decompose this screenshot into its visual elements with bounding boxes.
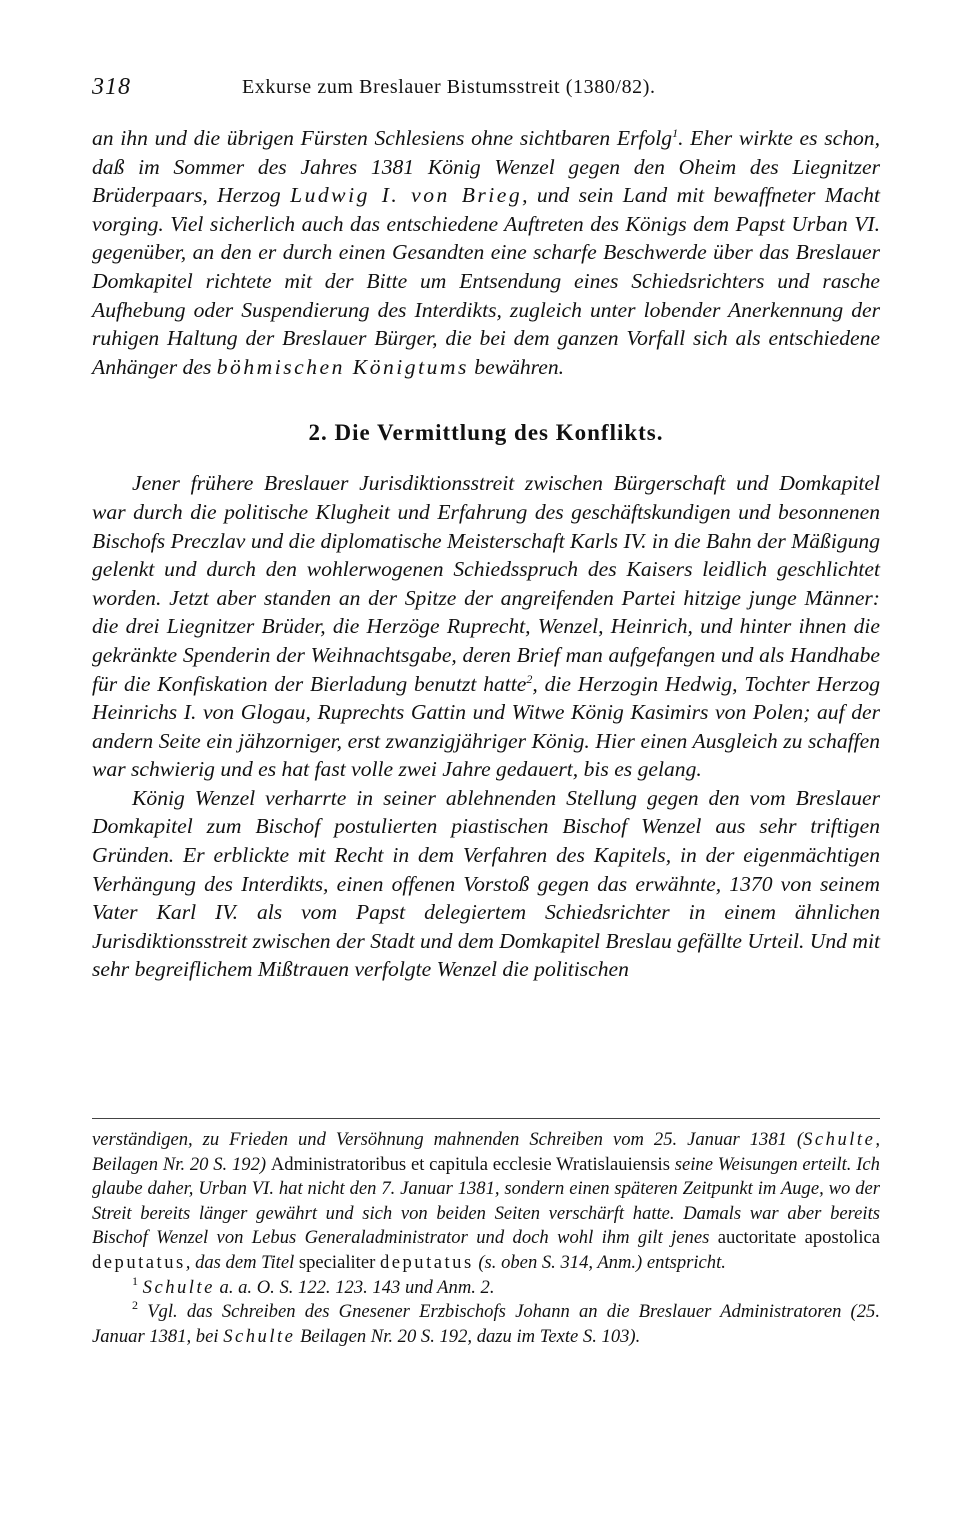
- latin-quote: auctoritate apostolica: [717, 1227, 880, 1249]
- text-run: an ihn und die übrigen Fürsten Schlesiens ohne sichtbaren Erfolg: [92, 126, 673, 150]
- latin-quote: deputatus: [379, 1251, 474, 1273]
- text-run: a. a. O. S. 122. 123. 143 und Anm. 2.: [214, 1276, 495, 1298]
- latin-quote: deputatus: [92, 1251, 186, 1273]
- spaced-name: Ludwig I. von Brieg: [290, 183, 523, 208]
- text-run: seine Weisungen erteilt. Ich glaube daher, Urban VI. hat nicht den 7. Januar 1381, sondern einen späteren Zeitpunkt im Auge, wo der Streit bereits länger gewährt und sich von beiden Seiten verschärft hatte. Damals war aber bereits Bischof Wenzel von Lebus Generaladministrator und doch wohl ihm gilt jenes: [92, 1153, 880, 1249]
- main-text: [92, 124, 880, 984]
- paragraph-3: König Wenzel verharrte in seiner ablehnenden Stellung gegen den vom Breslauer Domkapitel zum Bischof postulierten piastischen Bischof Wenzel aus sehr triftigen Gründen. Er erblickte mit Recht in dem Verfahren des Kapitels, in der eigenmächtigen Verhängung des Interdikts, einen offenen Vorstoß gegen das erwähnte, 1370 von seinem Vater Karl IV. als vom Papst delegiertem Schiedsrichter in einem ähnlichen Jurisdiktionsstreit zwischen der Stadt und dem Domkapitel Breslau gefällte Urteil. Und mit sehr begreiflichem Mißtrauen verfolgte Wenzel die politischen: [92, 785, 880, 982]
- section-heading: 2. Die Vermittlung des Konflikts.: [308, 420, 664, 446]
- footnote-divider: [92, 1118, 880, 1119]
- footnote-ref-1: 1: [672, 126, 679, 140]
- spaced-name: Schulte: [142, 1276, 215, 1298]
- footnote-ref-2: 2: [526, 671, 533, 686]
- footnote-continuation: [92, 1128, 880, 1276]
- text-run: , und sein Land mit bewaffneter Macht vorging. Viel sicherlich auch das entschiedene Auftreten des Königs dem Papst Urban VI. gegenüber, an den er durch einen Gesandten eine scharfe Beschwerde über das Breslauer Domkapitel richtete mit der Bitte um Entsendung eines Schiedsrichters und rasche Aufhebung oder Suspendierung des Interdikts, zugleich unter lobender Anerkennung der ruhigen Haltung der Breslauer Bürger, die bei dem ganzen Vorfall sich als entschiedene Anhänger des: [92, 183, 880, 379]
- text-run: , das dem Titel: [185, 1251, 299, 1273]
- paragraph-1: [92, 124, 880, 381]
- footnote-marker: 2: [132, 1298, 138, 1313]
- latin-quote: Administratoribus et capitula ecclesie Wratislauiensis: [270, 1153, 670, 1175]
- text-run: bewähren.: [468, 354, 565, 379]
- text-run: Beilagen Nr. 20 S. 192, dazu im Texte S. 103).: [295, 1325, 641, 1347]
- text-run: Jener frühere Breslauer Jurisdiktionsstreit zwischen Bürgerschaft und Domkapitel war durch die politische Klugheit und Erfahrung des geschäftskundigen und besonnenen Bischofs Preczlav: [92, 471, 880, 553]
- text-run: . Eher wirkte es schon, daß im Sommer des Jahres 1381 König Wenzel gegen den Oheim des Liegnitzer Brüderpaars, Herzog: [92, 126, 880, 208]
- spaced-name: böhmischen Königtums: [216, 354, 469, 379]
- page-header: [92, 70, 880, 110]
- text-run: und: [250, 528, 284, 553]
- text-run: (s. oben S. 314, Anm.) entspricht.: [473, 1251, 726, 1273]
- text-run: die diplomatische Meisterschaft Karls IV. in die Bahn der Mäßigung gelenkt und durch den wohlerwogenen Schiedsspruch des Kaisers leidlich geschlichtet worden. Jetzt aber standen an der Spitze der angreifenden Partei hitzige junge Männer: die drei Liegnitzer Brüder, die Herzöge Ruprecht, Wenzel, Heinrich, und hinter ihnen die gekränkte Spenderin der Weihnachtsgabe, deren Brief man aufgefangen und als Handhabe für die Konfiskation der Bierladung benutzt hatte: [92, 528, 881, 696]
- text-run: , Beilagen Nr. 20 S. 192): [92, 1129, 880, 1175]
- latin-quote: specialiter: [298, 1251, 376, 1273]
- running-title: Exkurse zum Breslauer Bistumsstreit (1380/82).: [242, 76, 656, 98]
- page-number: 318: [92, 74, 131, 100]
- paragraph-2: [92, 469, 880, 784]
- footnote-1: [92, 1273, 880, 1301]
- text-run: Vgl. das Schreiben des Gnesener Erzbischofs Johann an die Breslauer Administratoren (25. Januar 1381, bei: [92, 1301, 880, 1347]
- text-run: verständigen, zu Frieden und Versöhnung mahnenden Schreiben vom 25. Januar 1381 (: [92, 1129, 804, 1150]
- footnotes: [92, 1128, 880, 1349]
- spaced-name: Schulte: [803, 1129, 876, 1150]
- footnote-2: [92, 1300, 880, 1349]
- footnote-marker: 1: [132, 1273, 138, 1288]
- text-run: , die Herzogin Hedwig, Tochter Herzog Heinrichs I. von Glogau, Ruprechts Gattin und Witwe König Kasimirs von Polen; auf der andern Seite ein jähzorniger, erst zwanzigjähriger König. Hier einen Ausgleich zu schaffen war schwierig und es hat fast volle zwei Jahre gedauert, bis es gelang.: [92, 671, 880, 782]
- spaced-name: Schulte: [223, 1325, 296, 1347]
